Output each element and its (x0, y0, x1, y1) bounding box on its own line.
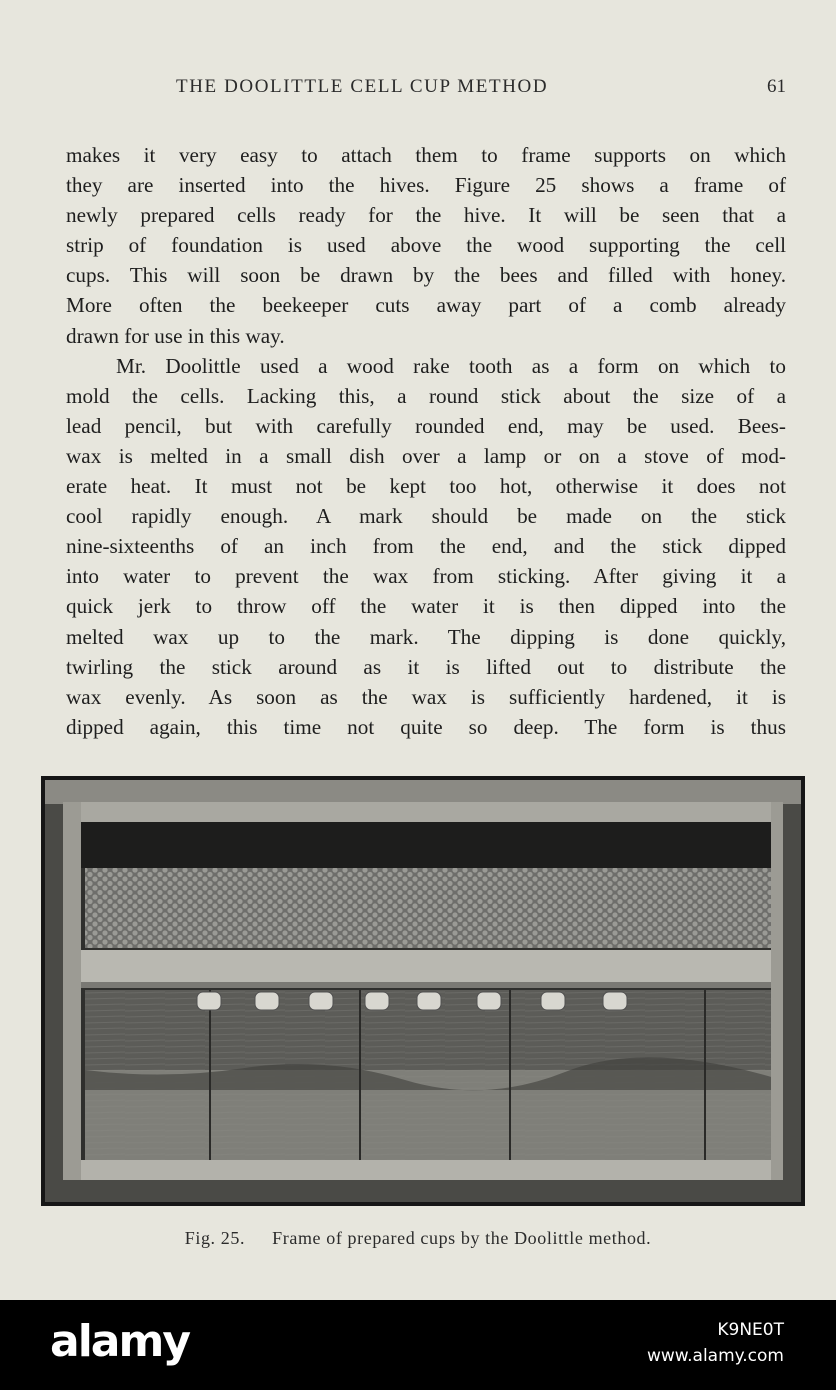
cell-bar (81, 950, 775, 986)
figure-number: Fig. 25. (184, 1228, 246, 1248)
cell-cup (309, 992, 333, 1010)
page-number: 61 (767, 76, 786, 97)
cell-cup (477, 992, 501, 1010)
cell-cup (541, 992, 565, 1010)
foundation-strip (85, 868, 775, 948)
running-title: THE DOOLITTLE CELL CUP METHOD (176, 76, 549, 97)
text-line: mold the cells. Lacking this, a round stick about the size of a (66, 383, 786, 408)
text-line: dipped again, this time not quite so deep. The form is thus (66, 714, 786, 739)
cell-cup (417, 992, 441, 1010)
text-line: More often the beekeeper cuts away part of a comb already (66, 293, 786, 318)
text-line: melted wax up to the mark. The dipping is done quickly, (66, 624, 786, 649)
text-line: cups. This will soon be drawn by the bees and filled with honey. (66, 263, 786, 288)
text-line: strip of foundation is used above the wood supporting the cell (66, 233, 786, 258)
text-line: makes it very easy to attach them to frame supports on which (66, 143, 786, 167)
text-line: lead pencil, but with carefully rounded end, may be used. Bees- (66, 413, 786, 438)
text-line: into water to prevent the wax from sticking. After giving it a (66, 564, 786, 589)
text-line: drawn for use in this way. (66, 323, 285, 348)
site-url: www.alamy.com (646, 1346, 784, 1366)
cell-cup (197, 992, 221, 1010)
running-head (66, 76, 786, 102)
text-line: erate heat. It must not be kept too hot, otherwise it does not (66, 474, 786, 499)
text-line: newly prepared cells ready for the hive. It will be seen that a (66, 203, 786, 228)
figure-caption-text: Frame of prepared cups by the Doolittle method. (272, 1228, 652, 1248)
cell-cup (603, 992, 627, 1010)
cell-cup (255, 992, 279, 1010)
text-line: Mr. Doolittle used a wood rake tooth as a form on which to (116, 353, 786, 378)
image-id: K9NE0T (717, 1320, 784, 1340)
figure-photo (41, 776, 805, 1206)
text-line: wax evenly. As soon as the wax is sufficiently hardened, it is (66, 684, 786, 709)
text-line: wax is melted in a small dish over a lamp or on a stove of mod- (66, 443, 786, 468)
cell-cup (365, 992, 389, 1010)
text-line: twirling the stick around as it is lifted out to distribute the (66, 654, 786, 679)
text-line: cool rapidly enough. A mark should be made on the stick (66, 504, 786, 529)
figure-caption (0, 1228, 836, 1249)
text-line: nine-sixteenths of an inch from the end, and the stick dipped (66, 534, 786, 559)
text-line: they are inserted into the hives. Figure 25 shows a frame of (66, 173, 786, 198)
alamy-logo: alamy (50, 1316, 189, 1367)
body-text (66, 140, 786, 742)
frame-photo-illustration (45, 780, 801, 1202)
text-line: quick jerk to throw off the water it is then dipped into the (66, 594, 786, 619)
